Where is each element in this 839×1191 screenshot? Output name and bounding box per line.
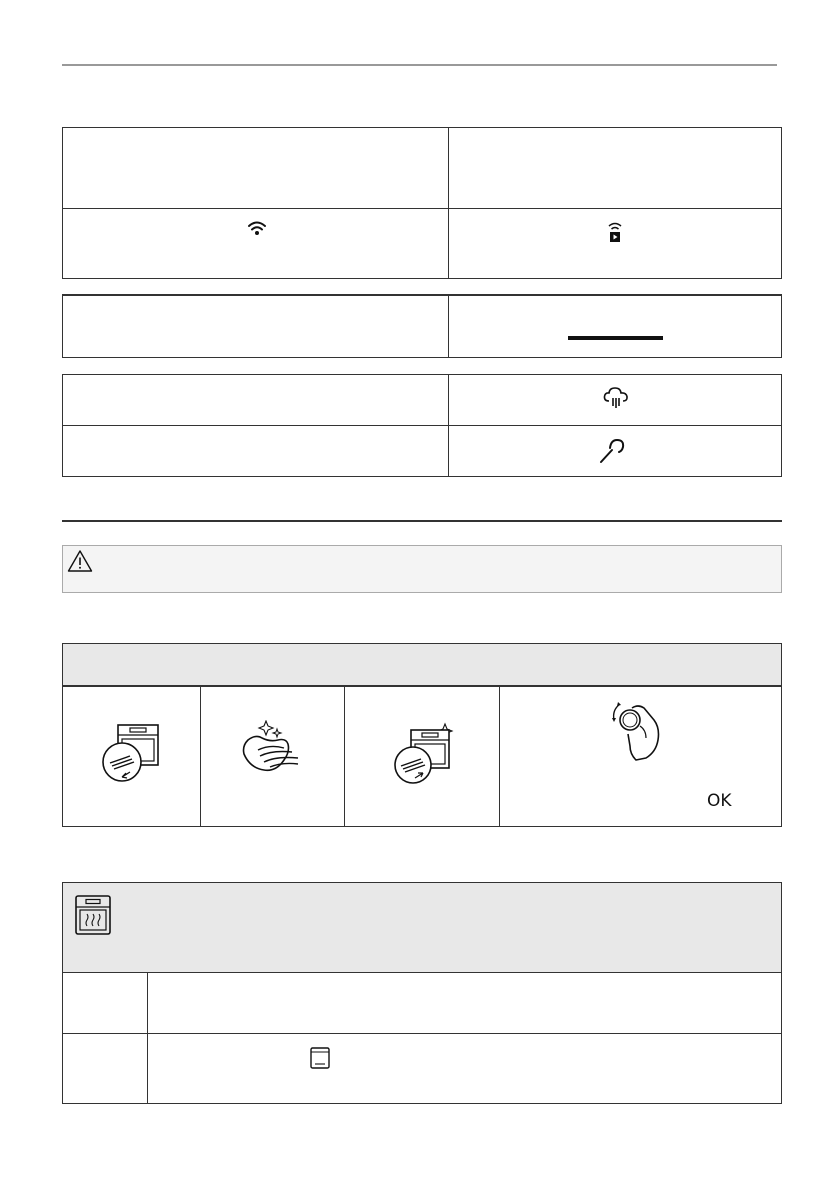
table-divider [62, 425, 782, 426]
table-divider [62, 1033, 782, 1034]
table-divider [499, 686, 500, 827]
header-rule [62, 64, 777, 66]
table-divider [448, 294, 449, 358]
rotate-knob-hand-icon [610, 698, 664, 762]
section-rule [62, 520, 782, 522]
wipe-cloth-icon [240, 720, 306, 776]
table-divider [62, 208, 782, 209]
table-divider [344, 686, 345, 827]
oven-function-header [62, 882, 782, 973]
remote-start-icon [607, 221, 623, 243]
remove-accessories-icon [100, 723, 162, 783]
table-divider [147, 972, 148, 1104]
dash-line-symbol [568, 336, 663, 340]
warning-box [62, 545, 782, 593]
table-divider [200, 686, 201, 827]
oven-door-icon [310, 1047, 330, 1069]
ok-label: OK [707, 791, 732, 811]
insert-accessories-icon [393, 722, 457, 784]
table-divider [448, 127, 449, 279]
display-table [62, 294, 782, 358]
steam-cloud-icon [603, 386, 629, 410]
steps-header [62, 643, 782, 687]
wifi-icon [247, 220, 267, 236]
oven-heating-icon [75, 895, 111, 935]
oven-function-rows [62, 972, 782, 1104]
food-probe-icon [599, 438, 627, 464]
warning-triangle-icon [67, 549, 93, 573]
connectivity-table [62, 127, 782, 279]
